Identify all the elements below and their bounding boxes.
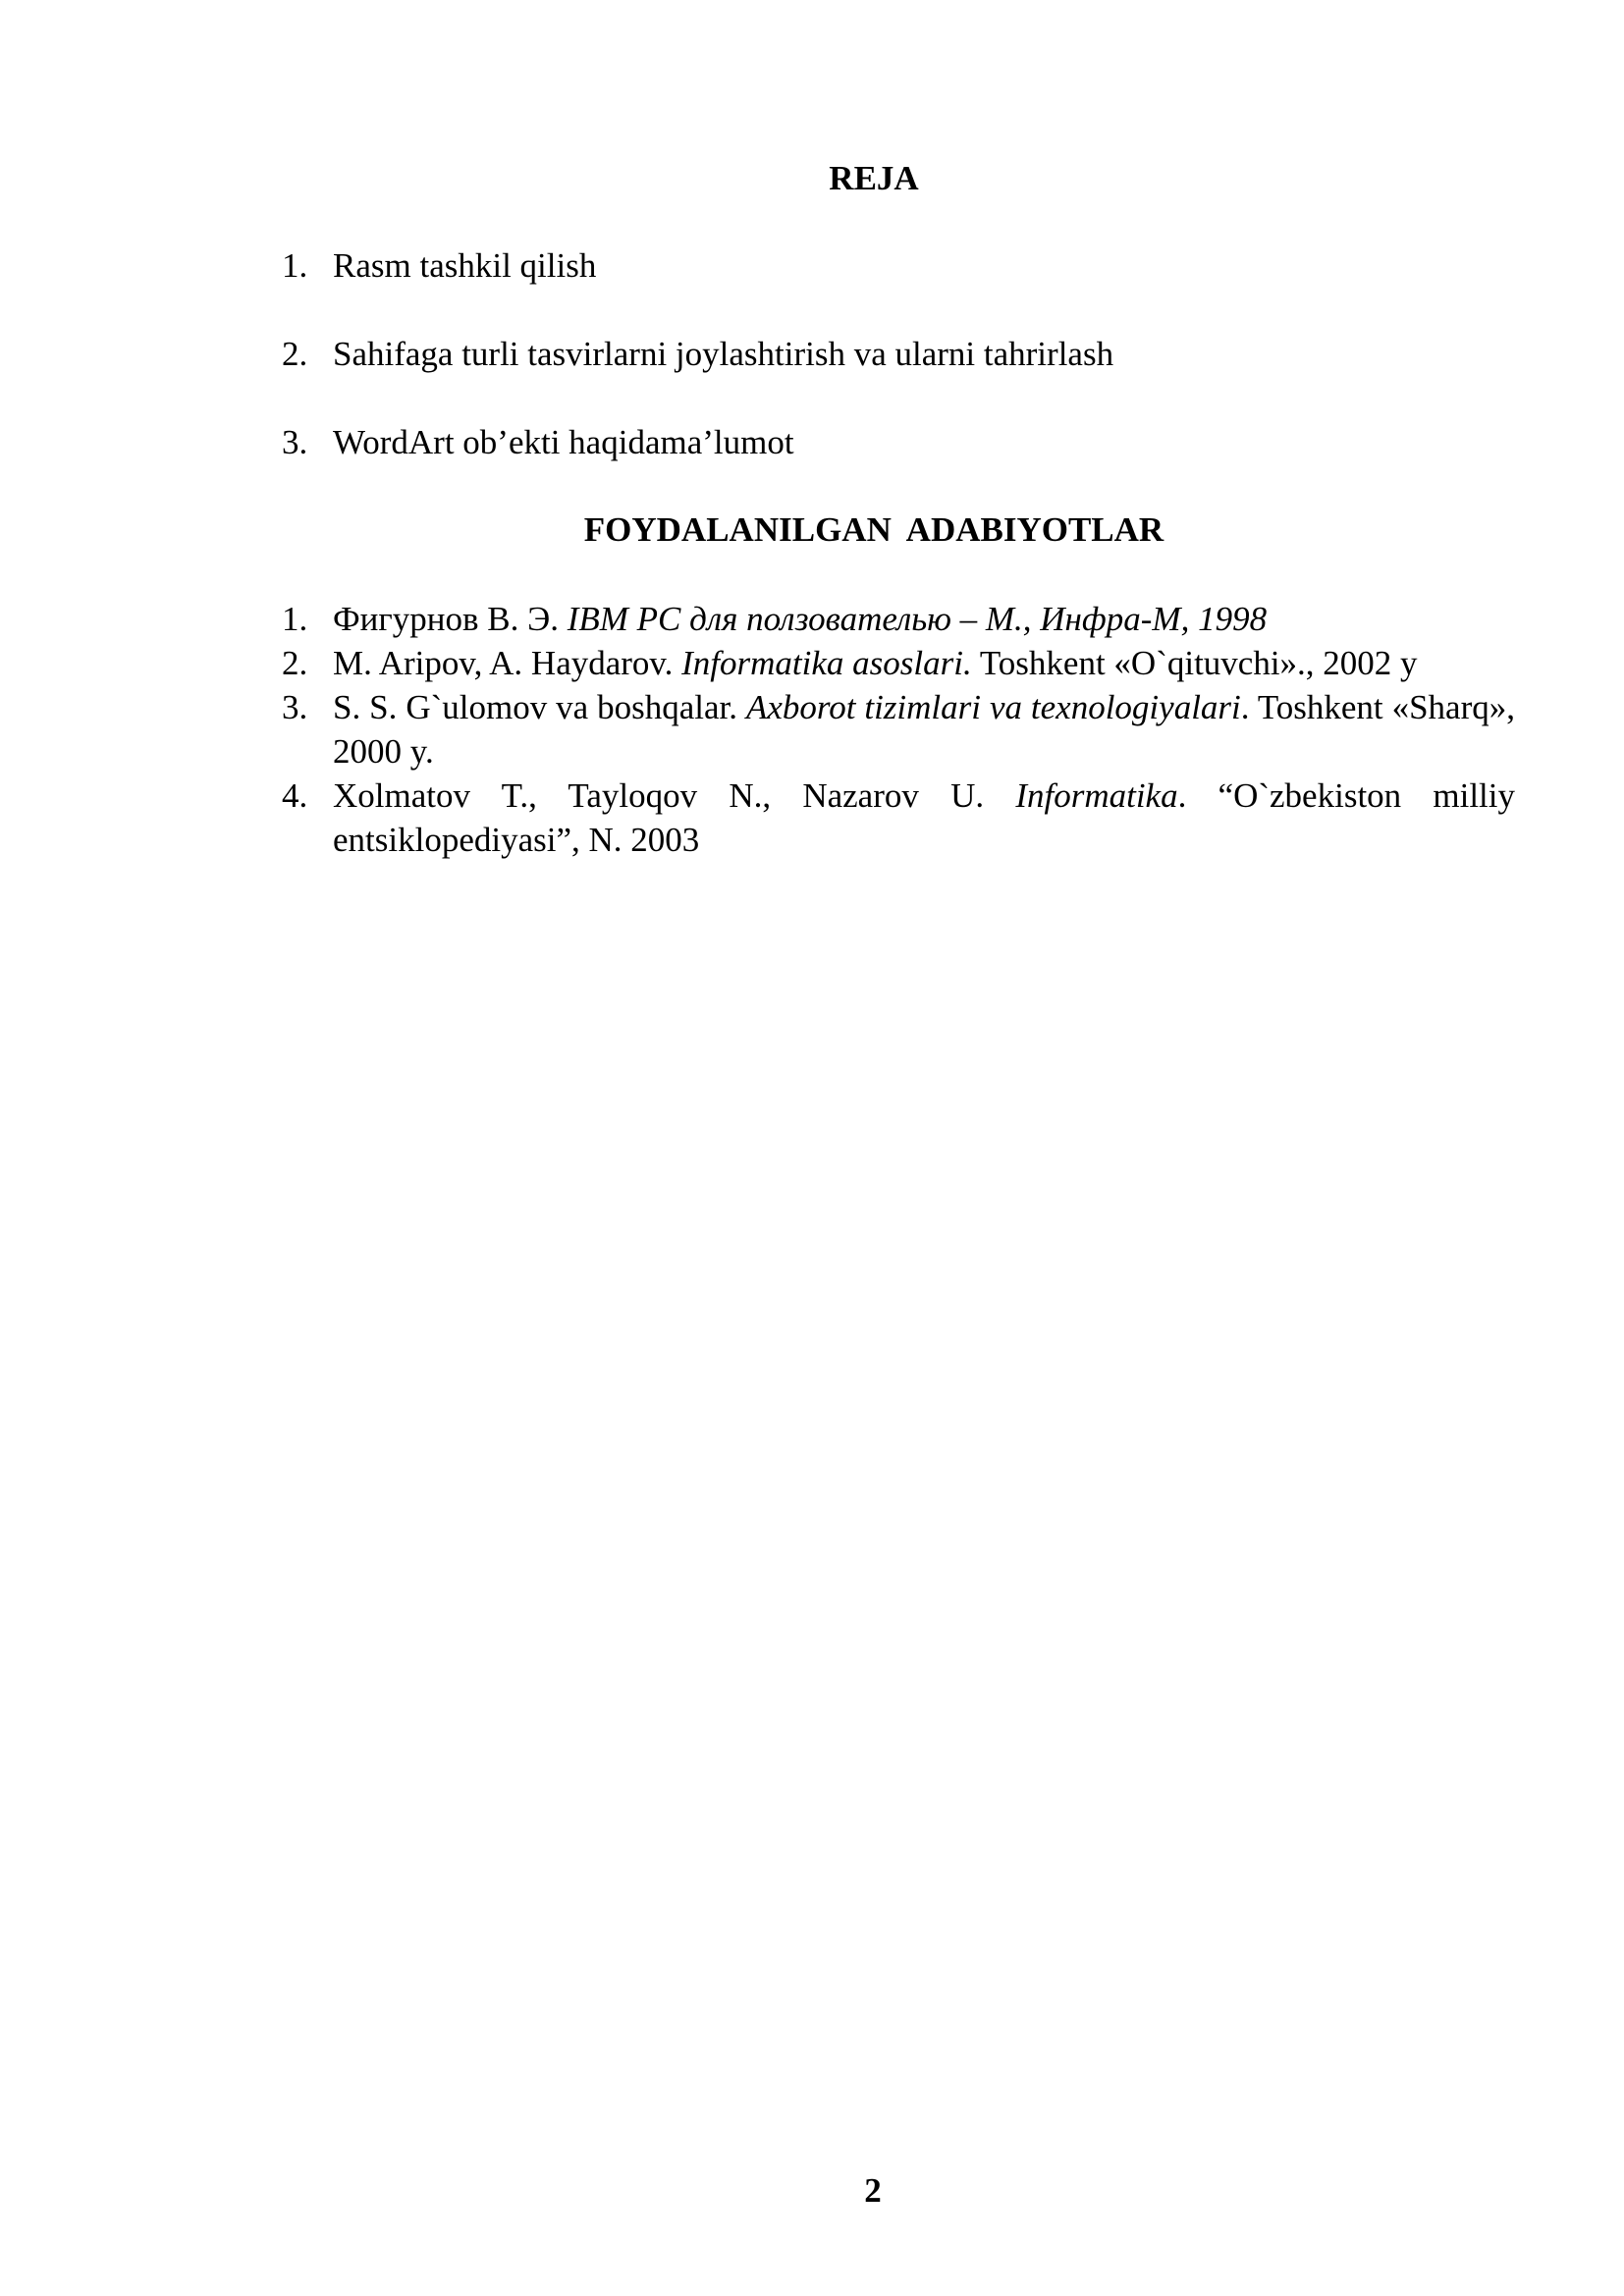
plan-item (282, 421, 1519, 464)
literature-item (282, 685, 1515, 774)
literature-item-title: IBM PC для ползователью – М., Инфра-М, 1998 (567, 600, 1268, 638)
literature-item-number: 3. (282, 688, 308, 726)
literature-item-author: M. Aripov, A. Haydarov. (333, 644, 682, 682)
literature-item-author: S. S. G`ulomov va boshqalar. (333, 688, 746, 726)
literature-item-number: 2. (282, 644, 308, 682)
literature-item (282, 774, 1515, 862)
plan-heading: REJA (829, 159, 919, 197)
plan-item-text: Rasm tashkil qilish (333, 246, 597, 285)
page-number: 2 (864, 2171, 882, 2210)
plan-item-number: 3. (282, 423, 308, 461)
literature-item-title: Informatika (1015, 776, 1178, 815)
literature-item-publisher: Toshkent «O`qituvchi»., 2002 y (971, 644, 1418, 682)
plan-item-number: 1. (282, 246, 308, 285)
plan-item-text: WordArt ob’ekti haqidama’lumot (333, 423, 794, 461)
literature-item (282, 597, 1515, 641)
literature-item-author: Xolmatov T., Tayloqov N., Nazarov U. (333, 776, 1016, 815)
literature-item-title: Informatika asoslari. (681, 644, 972, 682)
literature-list (282, 597, 1515, 862)
literature-item (282, 641, 1515, 685)
literature-item-publisher: . “O`zbekiston milliy entsiklopediyasi”, N. 2003 (333, 776, 1515, 859)
literature-item-number: 4. (282, 776, 308, 815)
literature-item-publisher: . Toshkent «Sharq», 2000 y. (333, 688, 1515, 771)
literature-item-author: Фигурнов В. Э. (333, 600, 568, 638)
plan-item (282, 244, 1519, 288)
plan-item (282, 333, 1519, 376)
plan-item-text: Sahifaga turli tasvirlarni joylashtirish va ularni tahrirlash (333, 335, 1114, 373)
plan-item-number: 2. (282, 335, 308, 373)
literature-item-title: Axborot tizimlari va texnologiyalari (745, 688, 1241, 726)
literature-item-number: 1. (282, 600, 308, 638)
literature-heading: FOYDALANILGAN ADABIYOTLAR (583, 510, 1164, 549)
